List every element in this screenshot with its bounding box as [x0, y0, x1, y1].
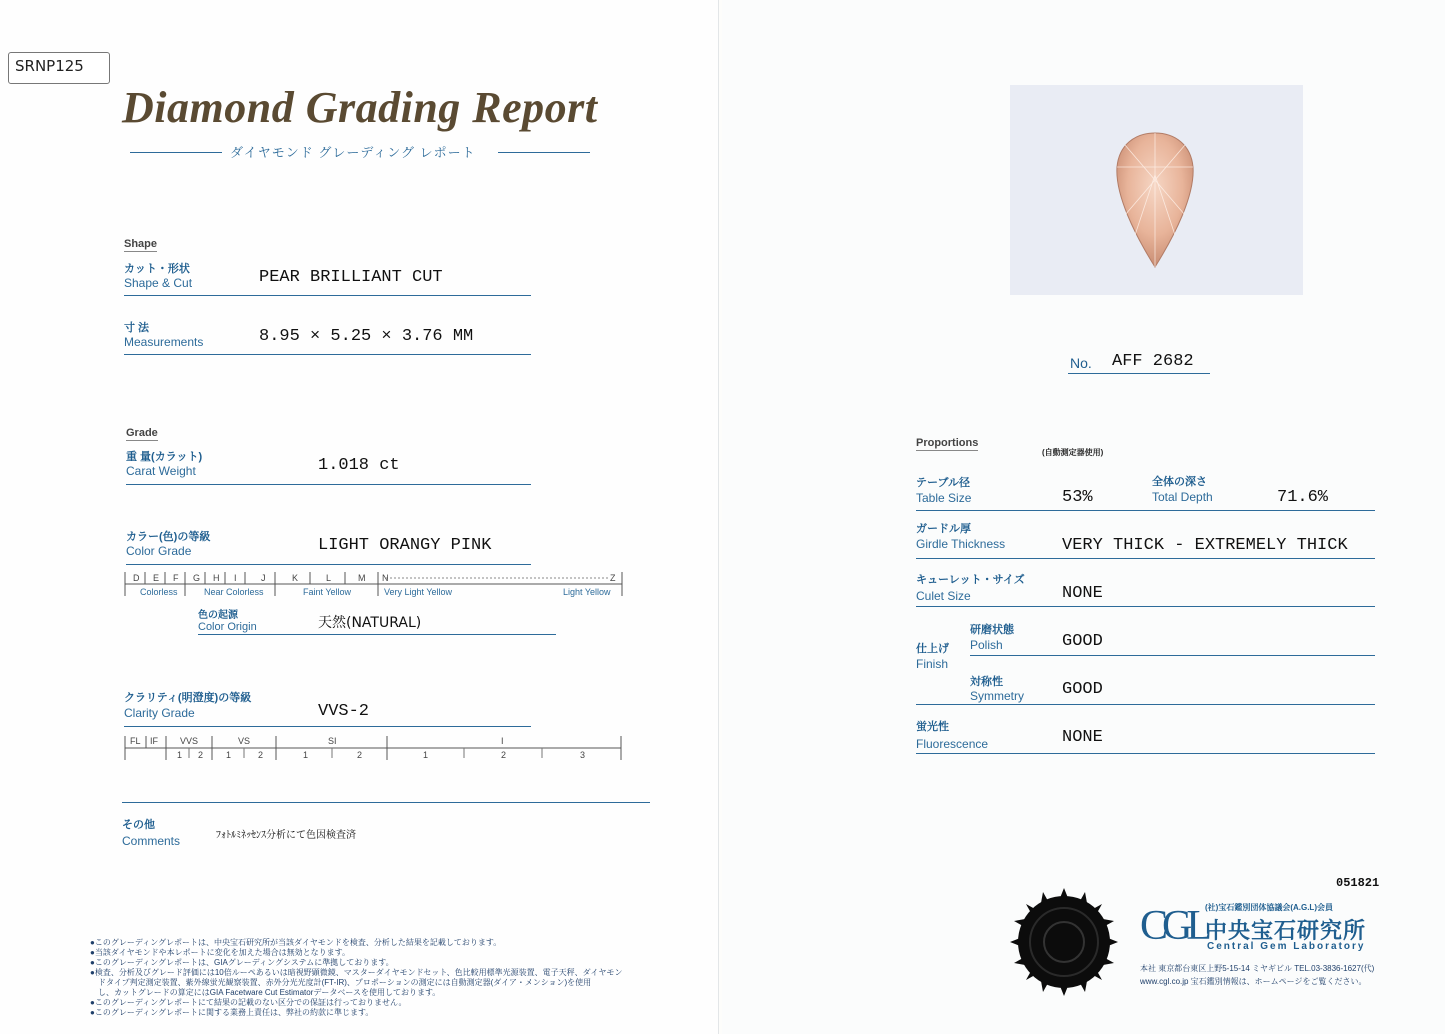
agl-member-text: (社)宝石鑑別団体協議会(A.G.L)会員	[1205, 903, 1333, 912]
carat-label-jp: 重 量(カラット)	[126, 451, 203, 463]
clarity-sub-vs2: 2	[258, 750, 264, 760]
color-group-very-light-yellow: Very Light Yellow	[384, 587, 453, 597]
fine-print-line: ●このグレーディングレポートに関する業務上責任は、弊社の約款に準じます。	[90, 1008, 374, 1017]
color-letter-m: M	[358, 573, 366, 583]
symmetry-rule	[916, 704, 1375, 705]
culet-label-en: Culet Size	[916, 589, 971, 603]
color-letter-i: I	[234, 573, 237, 583]
clarity-sub-i2: 2	[501, 750, 507, 760]
report-no-label: No.	[1070, 355, 1092, 371]
clarity-sub-i1: 1	[423, 750, 429, 760]
proportions-heading: Proportions	[916, 437, 979, 449]
clarity-top-vvs: VVS	[180, 736, 199, 746]
color-group-near-colorless: Near Colorless	[204, 587, 264, 597]
fluorescence-rule	[916, 753, 1375, 754]
lab-name-en: Central Gem Laboratory	[1207, 941, 1366, 952]
shape-cut-rule	[124, 295, 531, 296]
subtitle-rule-right	[498, 152, 590, 153]
fluorescence-label-en: Fluorescence	[916, 737, 989, 751]
clarity-value: VVS-2	[318, 702, 370, 721]
color-label-jp: カラー(色)の等級	[126, 531, 211, 543]
shape-cut-label-en: Shape & Cut	[124, 276, 193, 290]
comments-label-en: Comments	[122, 834, 181, 848]
clarity-top-si: SI	[328, 736, 337, 746]
pear-diamond-icon	[1010, 85, 1303, 295]
color-letter-j: J	[261, 573, 266, 583]
lab-address: 本社 東京都台東区上野5-15-14 ミヤギビル TEL.03-3836-1627(代)	[1140, 964, 1375, 973]
comments-label-jp: その他	[122, 819, 155, 831]
handwritten-code: SRNP125	[15, 57, 84, 75]
clarity-sub-vs1: 1	[226, 750, 232, 760]
clarity-sub-si1: 1	[303, 750, 309, 760]
fluorescence-value: NONE	[1062, 728, 1103, 747]
carat-value: 1.018 ct	[318, 456, 400, 475]
subtitle-rule-left	[130, 152, 222, 153]
fine-print-line: ドタイプ判定測定装置、紫外線蛍光観察装置、赤外分光光度計(FT-IR)、プロポーションの測定には自動測定器(ダイア・メンション)を使用	[90, 978, 592, 987]
fine-print-line: ●このグレーディングレポートは、中央宝石研究所が当該ダイヤモンドを検査、分析した結果を記載しております。	[90, 938, 502, 947]
girdle-rule	[916, 558, 1375, 559]
fine-print	[90, 938, 622, 1018]
shape-cut-value: PEAR BRILLIANT CUT	[259, 268, 443, 287]
measurements-label-jp: 寸 法	[124, 322, 150, 334]
color-rule	[126, 564, 531, 565]
cgl-logo	[1140, 902, 1206, 950]
color-letter-k: K	[292, 573, 299, 583]
stone-photo	[1010, 85, 1303, 295]
report-no-rule	[1068, 373, 1210, 374]
color-letter-l: L	[326, 573, 332, 583]
table-size-value: 53%	[1062, 488, 1093, 507]
clarity-sub-i3: 3	[580, 750, 586, 760]
clarity-top-fl: FL	[130, 736, 141, 746]
color-group-colorless: Colorless	[140, 587, 178, 597]
proportions-note: (自動測定器使用)	[1042, 448, 1104, 457]
color-origin-rule	[198, 634, 556, 635]
color-letter-h: H	[213, 573, 220, 583]
grade-section-heading: Grade	[126, 427, 158, 439]
color-group-light-yellow: Light Yellow	[563, 587, 611, 597]
shape-section-heading: Shape	[124, 238, 158, 250]
finish-label-en: Finish	[916, 657, 949, 671]
fluorescence-label-jp: 蛍光性	[916, 721, 949, 733]
polish-value: GOOD	[1062, 632, 1103, 651]
symmetry-value: GOOD	[1062, 680, 1103, 699]
comments-rule	[122, 802, 650, 803]
comments-value: ﾌｫﾄﾙﾐﾈｯｾﾝｽ分析にて色因検査済	[216, 830, 356, 841]
carat-rule	[126, 484, 531, 485]
fine-print-line: し、カットグレードの算定にはGIA Facetware Cut Estimatorデータベースを使用しております。	[90, 988, 441, 997]
color-label-en: Color Grade	[126, 544, 192, 558]
girdle-label-en: Girdle Thickness	[916, 537, 1006, 551]
symmetry-label-en: Symmetry	[970, 689, 1024, 703]
serial-number: 051821	[1336, 876, 1380, 890]
fine-print-line: ●検査、分析及びグレード評価には10倍ルーペあるいは暗視野顕微鏡、マスターダイヤモンドセット、色比較用標準光源装置、電子天秤、ダイヤモン	[90, 968, 623, 977]
culet-rule	[916, 606, 1375, 607]
color-origin-label-en: Color Origin	[198, 621, 257, 633]
clarity-top-if: IF	[150, 736, 158, 746]
culet-label-jp: キューレット・サイズ	[916, 574, 1025, 586]
table-size-label-jp: テーブル径	[916, 477, 971, 489]
clarity-label-en: Clarity Grade	[124, 706, 195, 720]
clarity-sub-vvs1: 1	[177, 750, 183, 760]
color-letter-d: D	[133, 573, 140, 583]
clarity-label-jp: クラリティ(明澄度)の等級	[124, 692, 252, 704]
finish-label-jp: 仕上げ	[916, 643, 949, 655]
total-depth-value: 71.6%	[1277, 488, 1329, 507]
total-depth-label-jp: 全体の深さ	[1152, 476, 1207, 488]
color-letter-g: G	[193, 573, 201, 583]
table-size-label-en: Table Size	[916, 491, 972, 505]
polish-label-jp: 研磨状態	[970, 624, 1014, 636]
measurements-value: 8.95 × 5.25 × 3.76 MM	[259, 327, 474, 346]
girdle-value: VERY THICK - EXTREMELY THICK	[1062, 536, 1348, 555]
color-value: LIGHT ORANGY PINK	[318, 536, 492, 555]
color-group-faint-yellow: Faint Yellow	[303, 587, 352, 597]
fine-print-line: ●このグレーディングレポートは、GIAグレーディングシステムに準拠しております。	[90, 958, 394, 967]
color-letter-e: E	[153, 573, 160, 583]
shape-cut-label-jp: カット・形状	[124, 263, 190, 275]
polish-rule	[970, 655, 1375, 656]
total-depth-label-en: Total Depth	[1152, 490, 1213, 504]
lab-name-jp: 中央宝石研究所	[1205, 918, 1367, 943]
handwritten-tag	[8, 52, 110, 84]
fine-print-line: ●当該ダイヤモンドや本レポートに変化を加えた場合は無効となります。	[90, 948, 351, 957]
color-origin-label-jp: 色の起源	[198, 610, 238, 621]
report-subtitle: ダイヤモンド グレーディング レポート	[230, 145, 476, 160]
report-no-value: AFF 2682	[1112, 352, 1194, 371]
clarity-top-vs: VS	[238, 736, 251, 746]
color-letter-f: F	[173, 573, 179, 583]
polish-label-en: Polish	[970, 638, 1003, 652]
table-size-rule	[916, 510, 1375, 511]
girdle-label-jp: ガードル厚	[916, 523, 971, 535]
clarity-rule	[124, 726, 531, 727]
embossed-seal-icon	[1010, 888, 1118, 996]
color-letter-n: N	[382, 573, 389, 583]
clarity-top-i: I	[501, 736, 504, 746]
lab-website: www.cgl.co.jp 宝石鑑別情報は、ホームページをご覧ください。	[1140, 977, 1367, 986]
carat-label-en: Carat Weight	[126, 464, 196, 478]
report-title: Diamond Grading Report	[122, 83, 598, 132]
clarity-sub-vvs2: 2	[198, 750, 204, 760]
measurements-label-en: Measurements	[124, 335, 204, 349]
fine-print-line: ●このグレーディングレポートにて結果の記載のない区分での保証は行っておりません。	[90, 998, 407, 1007]
color-letter-z: Z	[610, 573, 616, 583]
cgl-logo-text: CGL	[1140, 903, 1206, 949]
symmetry-label-jp: 対称性	[970, 676, 1003, 688]
color-origin-value: 天然(NATURAL)	[318, 615, 422, 631]
measurements-rule	[124, 354, 531, 355]
clarity-sub-si2: 2	[357, 750, 363, 760]
culet-value: NONE	[1062, 584, 1103, 603]
